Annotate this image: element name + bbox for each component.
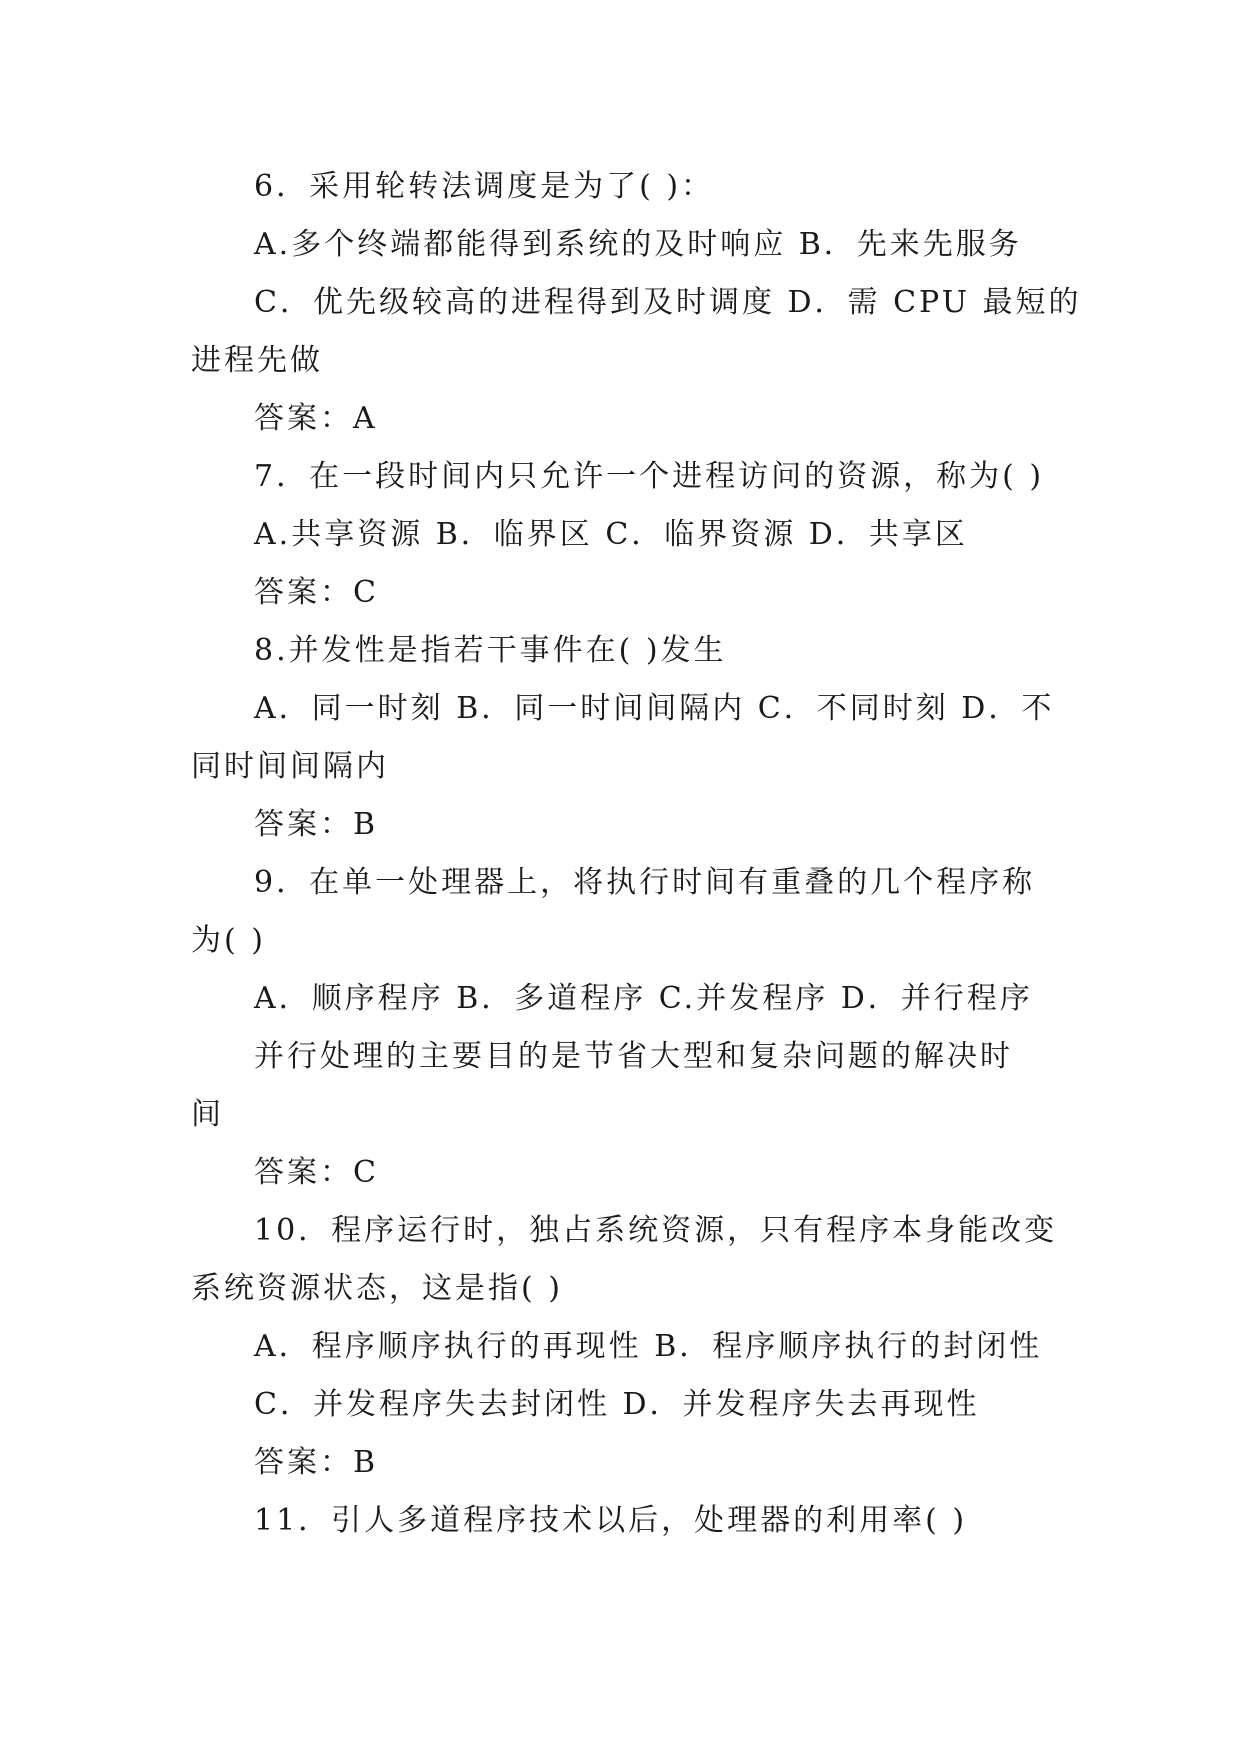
question-8-stem: 8.并发性是指若干事件在( )发生 (254, 633, 727, 668)
question-7-stem: 7．在一段时间内只允许一个进程访问的资源，称为( ) (254, 459, 1045, 494)
question-10-stem-line-2: 系统资源状态，这是指( ) (191, 1271, 563, 1306)
question-9-note-line-1: 并行处理的主要目的是节省大型和复杂问题的解决时 (254, 1039, 1013, 1074)
question-6-options-line-2: C．优先级较高的进程得到及时调度 D．需 CPU 最短的 (254, 285, 1082, 320)
question-6-stem: 6．采用轮转法调度是为了( )： (254, 169, 715, 204)
question-8-options-line-1: A．同一时刻 B．同一时间间隔内 C．不同时刻 D．不 (254, 691, 1055, 726)
question-8-answer: 答案：B (254, 807, 379, 842)
question-11-stem: 11．引人多道程序技术以后，处理器的利用率( ) (254, 1503, 968, 1538)
question-6-options-line-3: 进程先做 (191, 343, 323, 378)
question-6-options-line-1: A.多个终端都能得到系统的及时响应 B．先来先服务 (254, 227, 1022, 262)
question-8-options-line-2: 同时间间隔内 (191, 749, 389, 784)
question-10-stem-line-1: 10．程序运行时，独占系统资源，只有程序本身能改变 (254, 1213, 1058, 1248)
question-6-answer: 答案：A (254, 401, 378, 436)
question-10-options-line-2: C．并发程序失去封闭性 D．并发程序失去再现性 (254, 1387, 980, 1422)
question-9-stem-line-2: 为( ) (191, 923, 266, 958)
question-7-answer: 答案：C (254, 575, 379, 610)
question-9-options: A．顺序程序 B．多道程序 C.并发程序 D．并行程序 (254, 981, 1033, 1016)
question-9-answer: 答案：C (254, 1155, 379, 1190)
question-9-stem-line-1: 9．在单一处理器上，将执行时间有重叠的几个程序称 (254, 865, 1036, 900)
question-7-options: A.共享资源 B．临界区 C．临界资源 D．共享区 (254, 517, 968, 552)
question-10-options-line-1: A．程序顺序执行的再现性 B．程序顺序执行的封闭性 (254, 1329, 1043, 1364)
question-10-answer: 答案：B (254, 1445, 379, 1480)
question-9-note-line-2: 间 (191, 1097, 224, 1132)
